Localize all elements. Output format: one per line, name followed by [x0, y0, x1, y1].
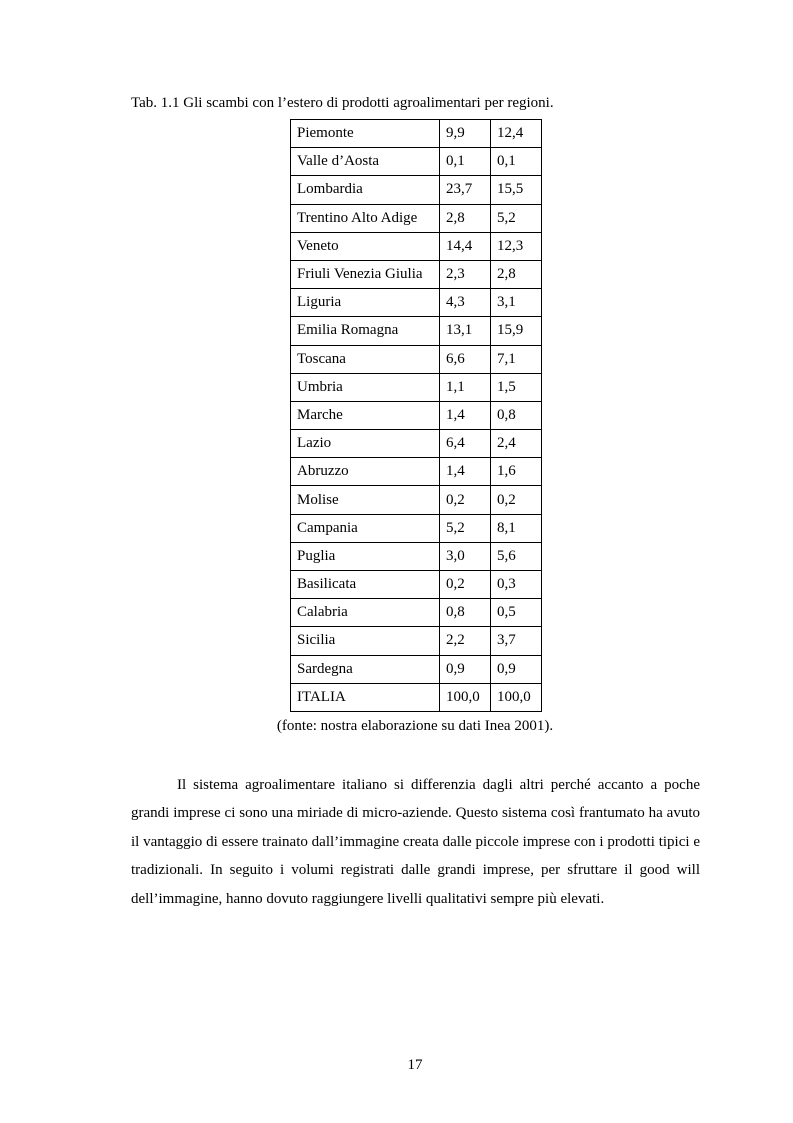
table-row [291, 345, 542, 373]
region-cell: Sicilia [291, 627, 440, 655]
value-cell-2: 3,7 [491, 627, 542, 655]
table-row [291, 627, 542, 655]
table-row [291, 683, 542, 711]
value-cell-1: 0,9 [440, 655, 491, 683]
value-cell-2: 7,1 [491, 345, 542, 373]
table-caption: Tab. 1.1 Gli scambi con l’estero di prodotti agroalimentari per regioni. [131, 95, 554, 111]
value-cell-1: 13,1 [440, 317, 491, 345]
value-cell-1: 14,4 [440, 232, 491, 260]
region-cell: Friuli Venezia Giulia [291, 260, 440, 288]
value-cell-2: 0,3 [491, 571, 542, 599]
value-cell-1: 100,0 [440, 683, 491, 711]
value-cell-1: 1,4 [440, 401, 491, 429]
table-row [291, 120, 542, 148]
value-cell-1: 2,3 [440, 260, 491, 288]
table-body [291, 120, 542, 712]
region-cell: Liguria [291, 289, 440, 317]
region-cell: Emilia Romagna [291, 317, 440, 345]
value-cell-1: 2,8 [440, 204, 491, 232]
value-cell-2: 12,3 [491, 232, 542, 260]
region-cell: ITALIA [291, 683, 440, 711]
value-cell-2: 5,6 [491, 542, 542, 570]
region-cell: Lombardia [291, 176, 440, 204]
value-cell-1: 2,2 [440, 627, 491, 655]
value-cell-2: 0,8 [491, 401, 542, 429]
value-cell-2: 2,4 [491, 430, 542, 458]
value-cell-1: 0,2 [440, 571, 491, 599]
value-cell-2: 0,9 [491, 655, 542, 683]
value-cell-1: 6,6 [440, 345, 491, 373]
body-paragraph: Il sistema agroalimentare italiano si differenzia dagli altri perché accanto a poche grandi imprese ci sono una miriade di micro-aziende. Questo sistema così frantumato ha avuto il vantaggio di essere trainato dall’immagine creata dalle piccole imprese con i prodotti tipici e tradizionali. In seguito i volumi registrati dalle grandi imprese, per sfruttare il good will dell’immagine, hanno dovuto raggiungere livelli qualitativi sempre più elevati. [131, 777, 700, 907]
value-cell-1: 9,9 [440, 120, 491, 148]
region-cell: Abruzzo [291, 458, 440, 486]
table-row [291, 317, 542, 345]
region-cell: Trentino Alto Adige [291, 204, 440, 232]
table-row [291, 542, 542, 570]
table-source-note: (fonte: nostra elaborazione su dati Inea 2001). [276, 718, 554, 734]
value-cell-2: 15,9 [491, 317, 542, 345]
region-cell: Veneto [291, 232, 440, 260]
region-cell: Toscana [291, 345, 440, 373]
region-cell: Marche [291, 401, 440, 429]
table-row [291, 655, 542, 683]
table-row [291, 289, 542, 317]
table-row [291, 260, 542, 288]
region-cell: Calabria [291, 599, 440, 627]
page-number: 17 [407, 1057, 423, 1073]
table-row [291, 599, 542, 627]
value-cell-1: 3,0 [440, 542, 491, 570]
value-cell-2: 12,4 [491, 120, 542, 148]
value-cell-1: 23,7 [440, 176, 491, 204]
value-cell-2: 15,5 [491, 176, 542, 204]
table-row [291, 514, 542, 542]
value-cell-1: 4,3 [440, 289, 491, 317]
region-cell: Sardegna [291, 655, 440, 683]
value-cell-1: 0,8 [440, 599, 491, 627]
regions-table [290, 119, 542, 712]
value-cell-2: 3,1 [491, 289, 542, 317]
value-cell-1: 1,1 [440, 373, 491, 401]
region-cell: Molise [291, 486, 440, 514]
region-cell: Lazio [291, 430, 440, 458]
region-cell: Puglia [291, 542, 440, 570]
value-cell-1: 5,2 [440, 514, 491, 542]
region-cell: Piemonte [291, 120, 440, 148]
table-row [291, 401, 542, 429]
value-cell-2: 8,1 [491, 514, 542, 542]
value-cell-2: 0,5 [491, 599, 542, 627]
value-cell-1: 0,2 [440, 486, 491, 514]
table-row [291, 204, 542, 232]
region-cell: Umbria [291, 373, 440, 401]
table-row [291, 486, 542, 514]
region-cell: Valle d’Aosta [291, 148, 440, 176]
region-cell: Basilicata [291, 571, 440, 599]
table-row [291, 430, 542, 458]
region-cell: Campania [291, 514, 440, 542]
value-cell-1: 0,1 [440, 148, 491, 176]
value-cell-2: 100,0 [491, 683, 542, 711]
table-row [291, 176, 542, 204]
value-cell-2: 1,6 [491, 458, 542, 486]
value-cell-2: 2,8 [491, 260, 542, 288]
value-cell-2: 0,1 [491, 148, 542, 176]
table-row [291, 373, 542, 401]
table-row [291, 232, 542, 260]
value-cell-2: 0,2 [491, 486, 542, 514]
value-cell-1: 6,4 [440, 430, 491, 458]
value-cell-2: 1,5 [491, 373, 542, 401]
value-cell-1: 1,4 [440, 458, 491, 486]
table-row [291, 458, 542, 486]
table-row [291, 148, 542, 176]
value-cell-2: 5,2 [491, 204, 542, 232]
table-row [291, 571, 542, 599]
